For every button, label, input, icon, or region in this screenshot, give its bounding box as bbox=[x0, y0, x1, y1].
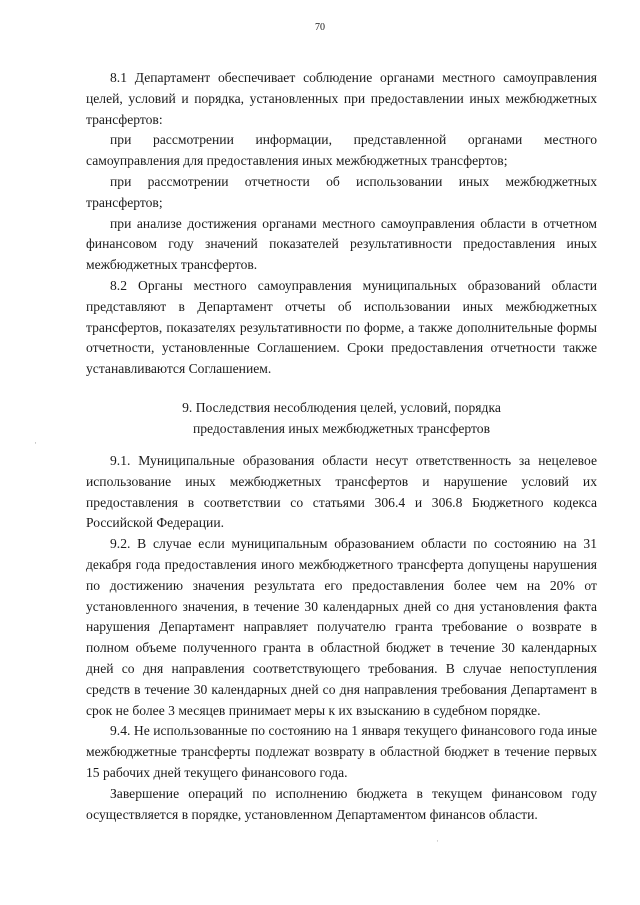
page-number: 70 bbox=[315, 22, 325, 33]
paragraph-9-1: 9.1. Муниципальные образования области несут ответственность за нецелевое использование иных межбюджетных трансфертов и нарушение условий их предоставления в соответствии со статьями 306.4 и 306.8 Бюджетного кодекса Российской Федерации. bbox=[86, 453, 597, 531]
section-9-heading-line-2: предоставления иных межбюджетных трансфертов bbox=[192, 420, 491, 436]
section-9-body bbox=[86, 451, 597, 825]
section-9-heading-line-1: 9. Последствия несоблюдения целей, условий, порядка bbox=[182, 400, 501, 415]
scan-speck-2: · bbox=[436, 836, 439, 846]
paragraph-9-4: 9.4. Не использованные по состоянию на 1 января текущего финансового года иные межбюджетные трансферты подлежат возврату в областной бюджет в течение первых 15 рабочих дней текущего финансового года. bbox=[86, 723, 597, 780]
section-9-heading bbox=[86, 398, 597, 440]
section-8-body bbox=[86, 68, 597, 380]
paragraph-8-1-item-3: при анализе достижения органами местного самоуправления области в отчетном финансовом году значений показателей результативности предоставления иных межбюджетных трансфертов. bbox=[86, 215, 597, 273]
paragraph-8-1-item-2: при рассмотрении отчетности об использовании иных межбюджетных трансфертов; bbox=[86, 173, 597, 210]
paragraph-9-closing: Завершение операций по исполнению бюджета в текущем финансовом году осуществляется в порядке, установленном Департаментом финансов области. bbox=[86, 785, 597, 822]
paragraph-8-1-item-1: при рассмотрении информации, представленной органами местного самоуправления для предоставления иных межбюджетных трансфертов; bbox=[86, 132, 597, 169]
scan-speck: · bbox=[34, 438, 37, 448]
paragraph-9-2: 9.2. В случае если муниципальным образованием области по состоянию на 31 декабря года предоставления иного межбюджетного трансферта допущены нарушения по достижению значения результата его предоставления более чем на 20% от установленного значения, в течение 30 календарных дней со дня установления факта нарушения Департамент направляет получателю гранта требование о возврате в полном объеме полученного гранта в областной бюджет в течение 30 календарных дней со дня направления соответствующего требования. В случае непоступления средств в течение 30 календарных дней со дня направления требования Департамент в срок не более 3 месяцев принимает меры к их взысканию в судебном порядке. bbox=[86, 536, 597, 718]
paragraph-8-1: 8.1 Департамент обеспечивает соблюдение органами местного самоуправления целей, условий и порядка, установленных при предоставлении иных межбюджетных трансфертов: bbox=[86, 70, 597, 127]
paragraph-8-2: 8.2 Органы местного самоуправления муниципальных образований области представляют в Департамент отчеты об использовании иных межбюджетных трансфертов, показателях результативности по форме, а также дополнительные формы отчетности, установленные Соглашением. Сроки предоставления отчетности также устанавливаются Соглашением. bbox=[86, 277, 597, 377]
